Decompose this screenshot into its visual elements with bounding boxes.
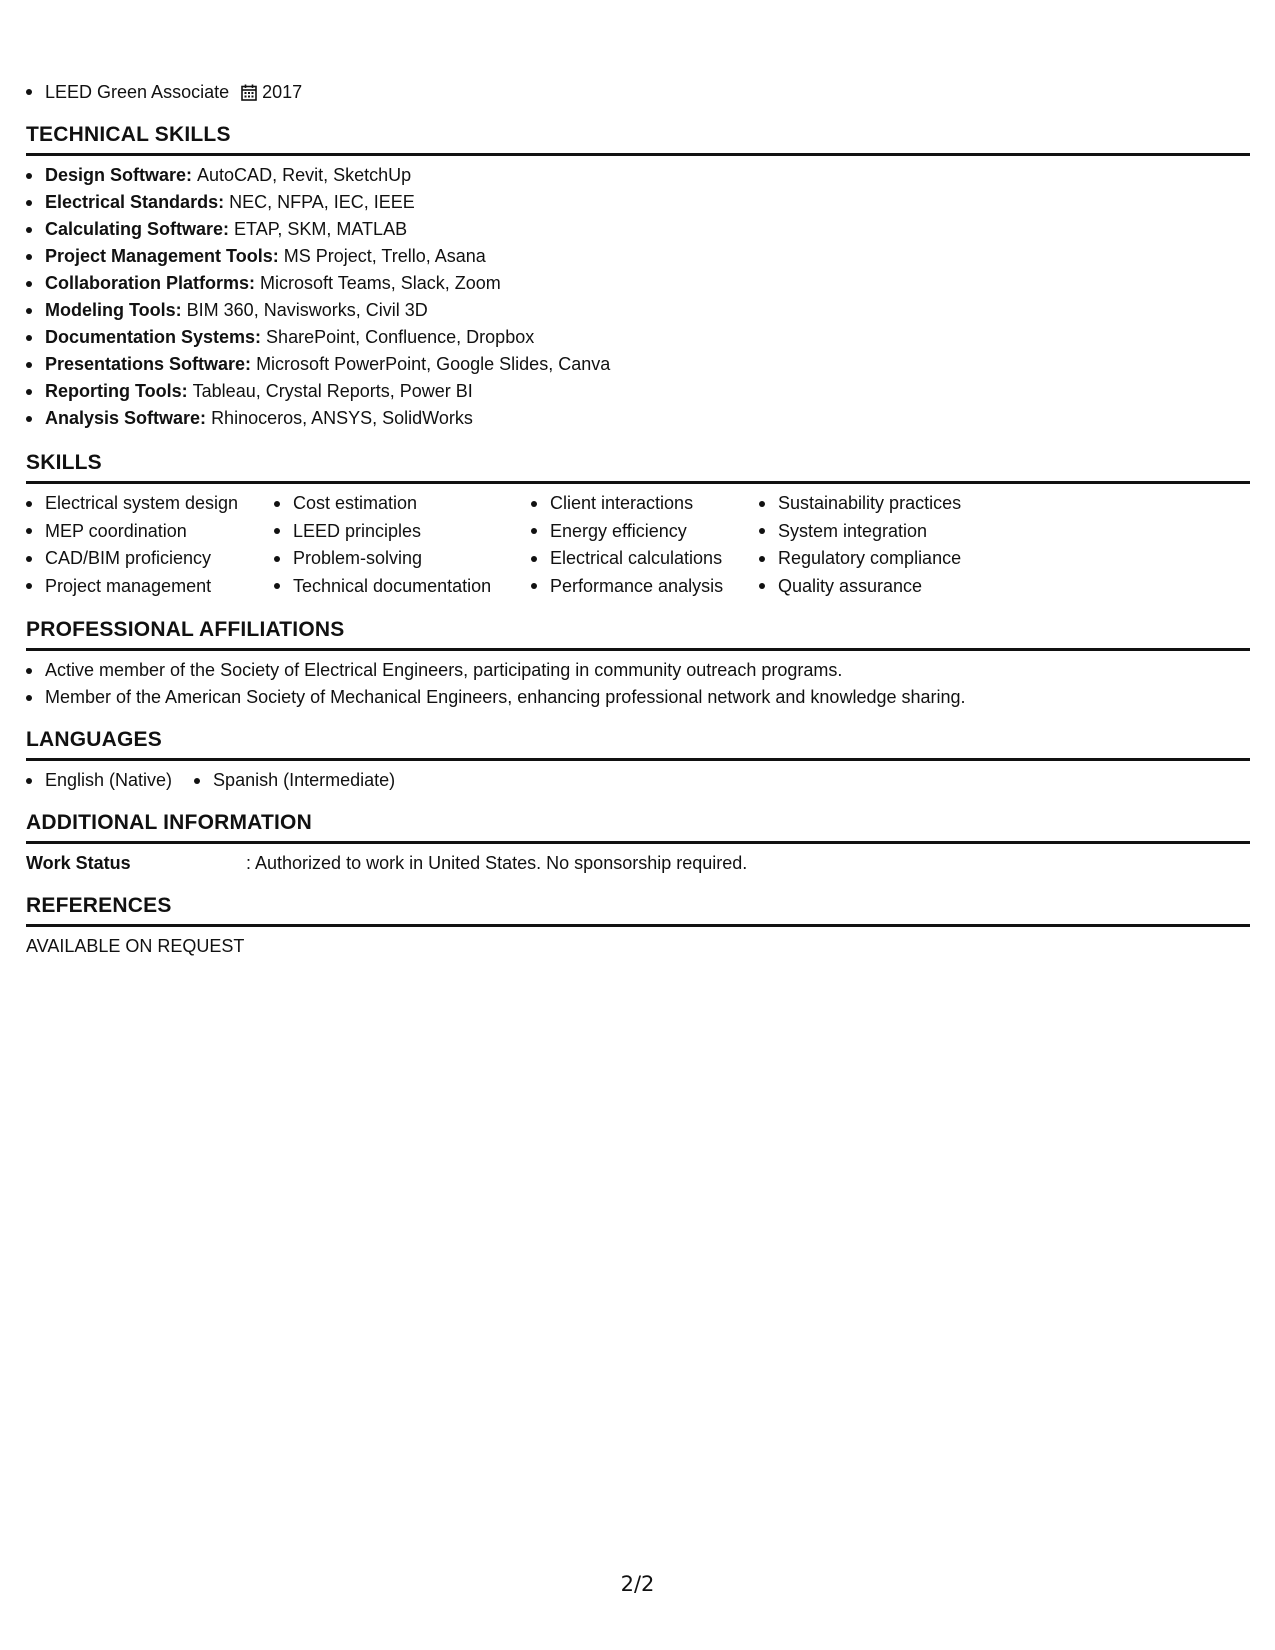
bullet xyxy=(274,501,280,507)
bullet xyxy=(26,501,32,507)
section-divider xyxy=(26,481,1250,484)
language-text: Spanish (Intermediate) xyxy=(213,770,396,790)
skill-text: Project management xyxy=(45,575,212,596)
skill-values: Microsoft PowerPoint, Google Slides, Canva xyxy=(256,354,611,374)
section-divider xyxy=(26,153,1250,156)
list-item xyxy=(26,657,1250,684)
certification-item xyxy=(26,80,302,104)
list-item xyxy=(26,767,172,794)
languages-list xyxy=(26,767,1250,794)
section-divider xyxy=(26,841,1250,844)
technical-skills-section xyxy=(26,122,1250,432)
skill-values: Rhinoceros, ANSYS, SolidWorks xyxy=(211,408,473,428)
bullet xyxy=(531,501,537,507)
skill-values: SharePoint, Confluence, Dropbox xyxy=(266,327,535,347)
list-item xyxy=(274,545,531,573)
skill-category: Electrical Standards: xyxy=(45,192,225,212)
bullet xyxy=(531,583,537,589)
skill-category: Reporting Tools: xyxy=(45,381,188,401)
skill-category: Design Software: xyxy=(45,165,193,185)
bullet xyxy=(26,389,32,395)
list-item xyxy=(759,545,1019,573)
skill-text: Sustainability practices xyxy=(778,493,962,513)
bullet xyxy=(274,583,280,589)
list-item xyxy=(26,243,1250,270)
skills-column xyxy=(26,490,274,600)
affiliation-text: Member of the American Society of Mechanical Engineers, enhancing professional network and knowledge sharing. xyxy=(45,687,966,707)
page-number: 2/2 xyxy=(620,1572,655,1596)
skill-text: Performance analysis xyxy=(550,575,724,596)
list-item xyxy=(26,216,1250,243)
bullet xyxy=(26,89,32,95)
bullet xyxy=(274,528,280,534)
list-item xyxy=(531,518,759,546)
certification-year: 2017 xyxy=(262,82,303,102)
affiliations-list xyxy=(26,657,1250,711)
bullet xyxy=(26,281,32,287)
skill-values: BIM 360, Navisworks, Civil 3D xyxy=(186,300,428,320)
skills-column xyxy=(759,490,1019,600)
skill-text: Electrical calculations xyxy=(550,548,723,568)
list-item xyxy=(26,490,274,518)
references-text: AVAILABLE ON REQUEST xyxy=(26,936,245,956)
section-title: SKILLS xyxy=(26,451,102,474)
section-title: ADDITIONAL INFORMATION xyxy=(26,811,312,834)
list-item xyxy=(759,518,1019,546)
list-item xyxy=(274,518,531,546)
section-divider xyxy=(26,648,1250,651)
list-item xyxy=(531,573,759,601)
skill-text: MEP coordination xyxy=(45,520,187,541)
skills-section xyxy=(26,450,1250,600)
section-title: REFERENCES xyxy=(26,894,172,917)
section-title: TECHNICAL SKILLS xyxy=(26,123,231,146)
skill-values: Microsoft Teams, Slack, Zoom xyxy=(260,273,501,293)
list-item xyxy=(26,518,274,546)
skill-category: Calculating Software: xyxy=(45,219,230,239)
list-item xyxy=(26,297,1250,324)
bullet xyxy=(26,583,32,589)
skill-text: Cost estimation xyxy=(293,493,418,513)
references-section xyxy=(26,893,1250,960)
list-item xyxy=(26,545,274,573)
bullet xyxy=(26,173,32,179)
bullet xyxy=(26,416,32,422)
skill-values: Tableau, Crystal Reports, Power BI xyxy=(192,381,473,401)
list-item xyxy=(759,573,1019,601)
skill-text: Energy efficiency xyxy=(550,520,687,541)
skill-category: Analysis Software: xyxy=(45,408,207,428)
section-divider xyxy=(26,924,1250,927)
skill-category: Collaboration Platforms: xyxy=(45,273,256,293)
skill-values: MS Project, Trello, Asana xyxy=(283,246,486,266)
list-item xyxy=(26,324,1250,351)
language-text: English (Native) xyxy=(45,770,173,790)
section-title: LANGUAGES xyxy=(26,728,162,751)
bullet xyxy=(26,695,32,701)
list-item xyxy=(26,684,1250,711)
skill-values: ETAP, SKM, MATLAB xyxy=(234,219,408,239)
list-item xyxy=(274,573,531,601)
skills-column xyxy=(274,490,531,600)
list-item xyxy=(759,490,1019,518)
certification-name: LEED Green Associate xyxy=(45,82,230,102)
bullet xyxy=(26,362,32,368)
section-title: PROFESSIONAL AFFILIATIONS xyxy=(26,618,345,641)
bullet xyxy=(759,501,765,507)
bullet xyxy=(26,335,32,341)
bullet xyxy=(26,556,32,562)
list-item xyxy=(194,767,395,794)
affiliation-text: Active member of the Society of Electrical Engineers, participating in community outreach programs. xyxy=(45,660,843,680)
list-item xyxy=(531,545,759,573)
skill-category: Project Management Tools: xyxy=(45,246,279,266)
bullet xyxy=(26,308,32,314)
list-item xyxy=(26,351,1250,378)
list-item xyxy=(274,490,531,518)
list-item xyxy=(26,378,1250,405)
section-divider xyxy=(26,758,1250,761)
skill-text: Client interactions xyxy=(550,493,694,513)
technical-skills-list xyxy=(26,162,1250,432)
skill-text: Quality assurance xyxy=(778,575,923,596)
bullet xyxy=(26,528,32,534)
list-item xyxy=(26,189,1250,216)
work-status-value: : Authorized to work in United States. No sponsorship required. xyxy=(246,853,748,873)
bullet xyxy=(531,556,537,562)
skill-text: Problem-solving xyxy=(293,548,423,568)
bullet xyxy=(26,200,32,206)
bullet xyxy=(531,528,537,534)
list-item xyxy=(531,490,759,518)
bullet xyxy=(759,556,765,562)
additional-info-section xyxy=(26,810,1250,877)
skill-category: Modeling Tools: xyxy=(45,300,182,320)
list-item xyxy=(26,162,1250,189)
skill-text: LEED principles xyxy=(293,520,422,541)
list-item xyxy=(26,270,1250,297)
bullet xyxy=(759,583,765,589)
skill-category: Presentations Software: xyxy=(45,354,252,374)
languages-section xyxy=(26,727,1250,794)
work-status-row xyxy=(26,850,1250,877)
bullet xyxy=(194,778,200,784)
bullet xyxy=(26,778,32,784)
skills-grid xyxy=(26,490,1250,600)
bullet xyxy=(26,254,32,260)
bullet xyxy=(26,227,32,233)
calendar-icon xyxy=(241,84,257,101)
bullet xyxy=(26,668,32,674)
skill-text: Technical documentation xyxy=(293,575,492,596)
skill-text: System integration xyxy=(778,520,928,541)
skill-category: Documentation Systems: xyxy=(45,327,262,347)
list-item xyxy=(26,405,1250,432)
bullet xyxy=(759,528,765,534)
affiliations-section xyxy=(26,617,1250,711)
skills-column xyxy=(531,490,759,600)
bullet xyxy=(274,556,280,562)
list-item xyxy=(26,573,274,601)
skill-values: AutoCAD, Revit, SketchUp xyxy=(197,165,412,185)
work-status-label: Work Status xyxy=(26,853,131,873)
skill-text: Electrical system design xyxy=(45,493,239,513)
skill-text: CAD/BIM proficiency xyxy=(45,548,212,568)
skill-values: NEC, NFPA, IEC, IEEE xyxy=(229,192,415,212)
skill-text: Regulatory compliance xyxy=(778,548,962,568)
